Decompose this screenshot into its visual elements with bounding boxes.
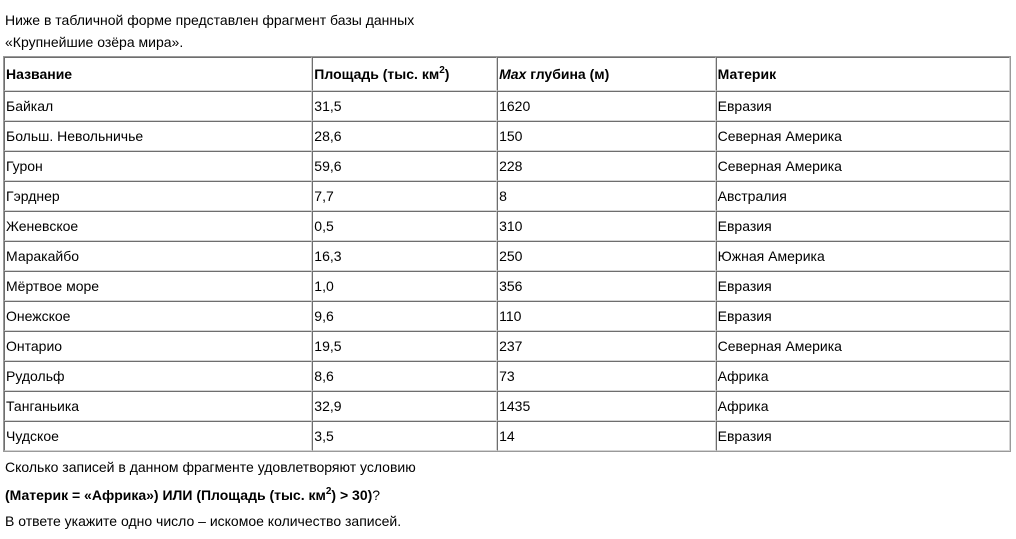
cell-area: 0,5 bbox=[312, 211, 497, 241]
question-block bbox=[5, 456, 1005, 532]
cell-depth: 1620 bbox=[497, 91, 716, 121]
table-row bbox=[4, 211, 1010, 241]
question-line-3: В ответе укажите одно число – искомое количество записей. bbox=[5, 513, 402, 529]
header-area: Площадь (тыс. $км^2$) bbox=[312, 57, 497, 91]
cell-name: Маракайбо bbox=[4, 241, 312, 271]
cell-continent: Евразия bbox=[716, 301, 1010, 331]
cell-area: 28,6 bbox=[312, 121, 497, 151]
cell-depth: 250 bbox=[497, 241, 716, 271]
cell-name: Больш. Невольничье bbox=[4, 121, 312, 151]
table-row bbox=[4, 121, 1010, 151]
cell-continent: Австралия bbox=[716, 181, 1010, 211]
cell-name: Мёртвое море bbox=[4, 271, 312, 301]
cell-depth: 8 bbox=[497, 181, 716, 211]
intro-line-2: «Крупнейшие озёра мира». bbox=[5, 34, 184, 50]
table-row bbox=[4, 361, 1010, 391]
cell-continent: Евразия bbox=[716, 421, 1010, 451]
cell-continent: Евразия bbox=[716, 271, 1010, 301]
cell-continent: Южная Америка bbox=[716, 241, 1010, 271]
cell-name: Онежское bbox=[4, 301, 312, 331]
table-row bbox=[4, 331, 1010, 361]
cell-name: Женевское bbox=[4, 211, 312, 241]
question-condition: (Материк = «Африка») ИЛИ (Площадь (тыс. $км^2) > 30$)? bbox=[5, 486, 381, 503]
cell-area: 32,9 bbox=[312, 391, 497, 421]
condition-superscript: 2 bbox=[325, 486, 332, 497]
table-row bbox=[4, 421, 1010, 451]
cell-continent: Северная Америка bbox=[716, 121, 1010, 151]
cell-name: Гэрднер bbox=[4, 181, 312, 211]
header-continent: Материк bbox=[716, 57, 1010, 91]
lakes-table bbox=[3, 56, 1011, 452]
cell-continent: Африка bbox=[716, 361, 1010, 391]
cell-depth: 310 bbox=[497, 211, 716, 241]
cell-name: Байкал bbox=[4, 91, 312, 121]
cell-name: Чудское bbox=[4, 421, 312, 451]
cell-depth: 356 bbox=[497, 271, 716, 301]
table-row bbox=[4, 181, 1010, 211]
cell-area: 7,7 bbox=[312, 181, 497, 211]
header-name: Название bbox=[4, 57, 312, 91]
table-row bbox=[4, 391, 1010, 421]
cell-name: Гурон bbox=[4, 151, 312, 181]
cell-name: Онтарио bbox=[4, 331, 312, 361]
table-body bbox=[4, 91, 1010, 451]
table-header-row bbox=[4, 57, 1010, 91]
table-row bbox=[4, 91, 1010, 121]
cell-name: Рудольф bbox=[4, 361, 312, 391]
table-row bbox=[4, 151, 1010, 181]
header-depth-max: Max bbox=[499, 66, 527, 82]
cell-continent: Северная Америка bbox=[716, 331, 1010, 361]
question-line-1: Сколько записей в данном фрагменте удовлетворяют условию bbox=[5, 459, 416, 475]
cell-depth: 14 bbox=[497, 421, 716, 451]
cell-depth: 150 bbox=[497, 121, 716, 151]
cell-area: 3,5 bbox=[312, 421, 497, 451]
cell-continent: Евразия bbox=[716, 211, 1010, 241]
table-row bbox=[4, 241, 1010, 271]
header-area-superscript: 2 bbox=[439, 65, 445, 76]
cell-area: 1,0 bbox=[312, 271, 497, 301]
table-row bbox=[4, 271, 1010, 301]
intro-text bbox=[5, 9, 1005, 53]
cell-area: 9,6 bbox=[312, 301, 497, 331]
cell-continent: Евразия bbox=[716, 91, 1010, 121]
cell-continent: Северная Америка bbox=[716, 151, 1010, 181]
table-row bbox=[4, 301, 1010, 331]
cell-continent: Африка bbox=[716, 391, 1010, 421]
cell-name: Танганьика bbox=[4, 391, 312, 421]
header-depth: Max глубина (м) bbox=[497, 57, 716, 91]
cell-depth: 1435 bbox=[497, 391, 716, 421]
cell-area: 31,5 bbox=[312, 91, 497, 121]
cell-area: 8,6 bbox=[312, 361, 497, 391]
intro-line-1: Ниже в табличной форме представлен фрагмент базы данных bbox=[5, 12, 415, 28]
cell-depth: 237 bbox=[497, 331, 716, 361]
cell-depth: 73 bbox=[497, 361, 716, 391]
cell-depth: 228 bbox=[497, 151, 716, 181]
cell-area: 59,6 bbox=[312, 151, 497, 181]
cell-area: 16,3 bbox=[312, 241, 497, 271]
cell-depth: 110 bbox=[497, 301, 716, 331]
cell-area: 19,5 bbox=[312, 331, 497, 361]
condition-question-mark: ? bbox=[372, 487, 381, 503]
